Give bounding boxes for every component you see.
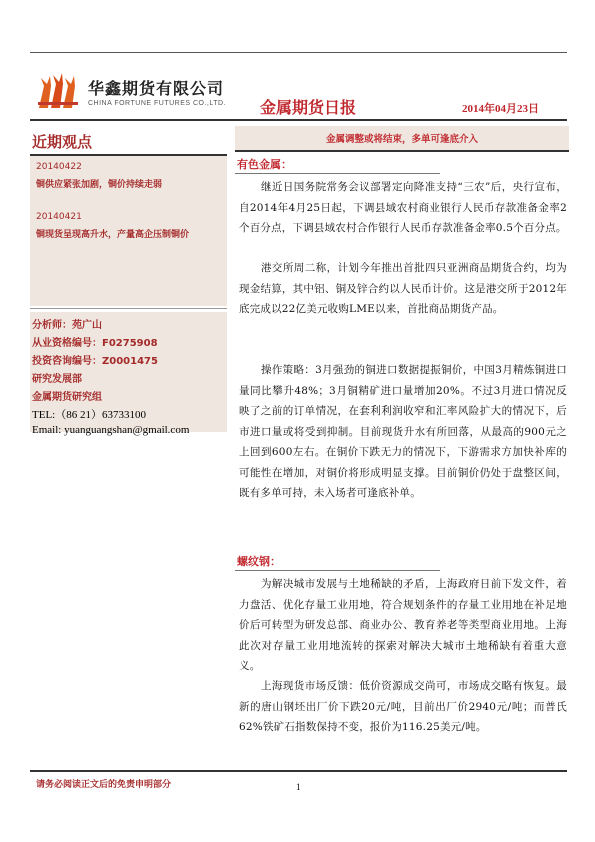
view-item bbox=[36, 210, 222, 242]
footer-rule bbox=[30, 770, 567, 772]
view-text: 铜供应紧张加剧，铜价持续走弱 bbox=[36, 180, 163, 190]
paragraph: 操作策略：3月强劲的铜进口数据提振铜价，中国3月精炼铜进口量同比攀升48%；3月铜精矿进口量增加20%。不过3月进口情况反映了之前的订单情况，在套利利润收窄和汇率风险扩大的情况下，后市进口量或将受到抑制。目前现货升水有所回落，从最高的900元之上回到600左右。在铜价下跌无力的情况下，下游需求方加快补库的可能性在增加，对铜价将形成明显支撑。目前铜价仍处于盘整区间，既有多单可持，未入场者可逢底补单。 bbox=[239, 364, 567, 499]
analyst-qualification: 从业资格编号：F0275908 bbox=[32, 338, 158, 349]
analyst-email: Email: yuanguangshan@gmail.com bbox=[32, 424, 190, 436]
paragraph: 港交所周二称，计划今年推出首批四只亚洲商品期货合约，均为现金结算，其中铝、铜及锌合约以人民币计价。这是港交所于2012年底完成以22亿美元收购LME以来，首批商品期货产品。 bbox=[239, 262, 567, 315]
report-title: 金属期货日报 bbox=[260, 98, 357, 117]
section-title-rebar: 螺纹钢： bbox=[237, 555, 281, 568]
recent-views-box bbox=[30, 156, 227, 306]
analyst-consult-number: 投资咨询编号：Z0001475 bbox=[32, 356, 158, 367]
section-rule bbox=[235, 570, 440, 571]
view-item bbox=[36, 160, 222, 192]
view-date: 20140422 bbox=[36, 162, 82, 172]
logo-flame-icon bbox=[36, 72, 82, 110]
main-content bbox=[235, 126, 569, 766]
page-number: 1 bbox=[296, 782, 301, 792]
analyst-info bbox=[30, 312, 227, 436]
paragraph: 上海现货市场反馈：低价资源成交尚可，市场成交略有恢复。最新的唐山钢坯出厂价下跌20元/吨，目前出厂价2940元/吨；而普氏62%铁矿石指数保持不变，报价为116.25美元/吨。 bbox=[239, 680, 567, 733]
analyst-name: 分析师：苑广山 bbox=[32, 320, 102, 331]
paragraph: 继近日国务院常务会议部署定向降准支持“三农”后，央行宣布，自2014年4月25日起，下调县域农村商业银行人民币存款准备金率2个百分点，下调县域农村合作银行人民币存款准备金率0.5个百分点。 bbox=[239, 181, 567, 234]
recent-views-heading bbox=[30, 126, 227, 156]
headline-box bbox=[235, 126, 569, 152]
header-rule bbox=[30, 119, 567, 121]
logo-english-name: CHINA FORTUNE FUTURES CO.,LTD. bbox=[88, 100, 227, 107]
section-rule bbox=[235, 173, 440, 174]
view-text: 铜现货呈现高升水，产量高企压制铜价 bbox=[36, 230, 190, 240]
sidebar-divider bbox=[30, 308, 227, 309]
analyst-tel: TEL:（86 21）63733100 bbox=[32, 409, 146, 421]
recent-views-title: 近期观点 bbox=[32, 133, 93, 151]
sidebar bbox=[30, 126, 227, 766]
report-date: 2014年04月23日 bbox=[462, 103, 539, 115]
paragraph: 为解决城市发展与土地稀缺的矛盾，上海政府日前下发文件，着力盘活、优化存量工业用地，符合规划条件的存量工业用地在补足地价后可转型为研发总部、商业办公、教育养老等类型商业用地。上海此次对存量工业用地流转的探索对解决大城市土地稀缺有着重大意义。 bbox=[239, 578, 567, 672]
top-rule bbox=[30, 52, 567, 53]
company-logo bbox=[36, 70, 226, 116]
logo-chinese-name: 华鑫期货有限公司 bbox=[88, 79, 225, 98]
view-date: 20140421 bbox=[36, 212, 82, 222]
analyst-group: 金属期货研究组 bbox=[32, 392, 102, 403]
section-title-nonferrous: 有色金属： bbox=[237, 158, 292, 171]
analyst-department: 研究发展部 bbox=[32, 374, 82, 385]
disclaimer-note: 请务必阅读正文后的免责申明部分 bbox=[36, 780, 172, 790]
headline: 金属调整或将结束，多单可逢底介入 bbox=[325, 134, 478, 145]
